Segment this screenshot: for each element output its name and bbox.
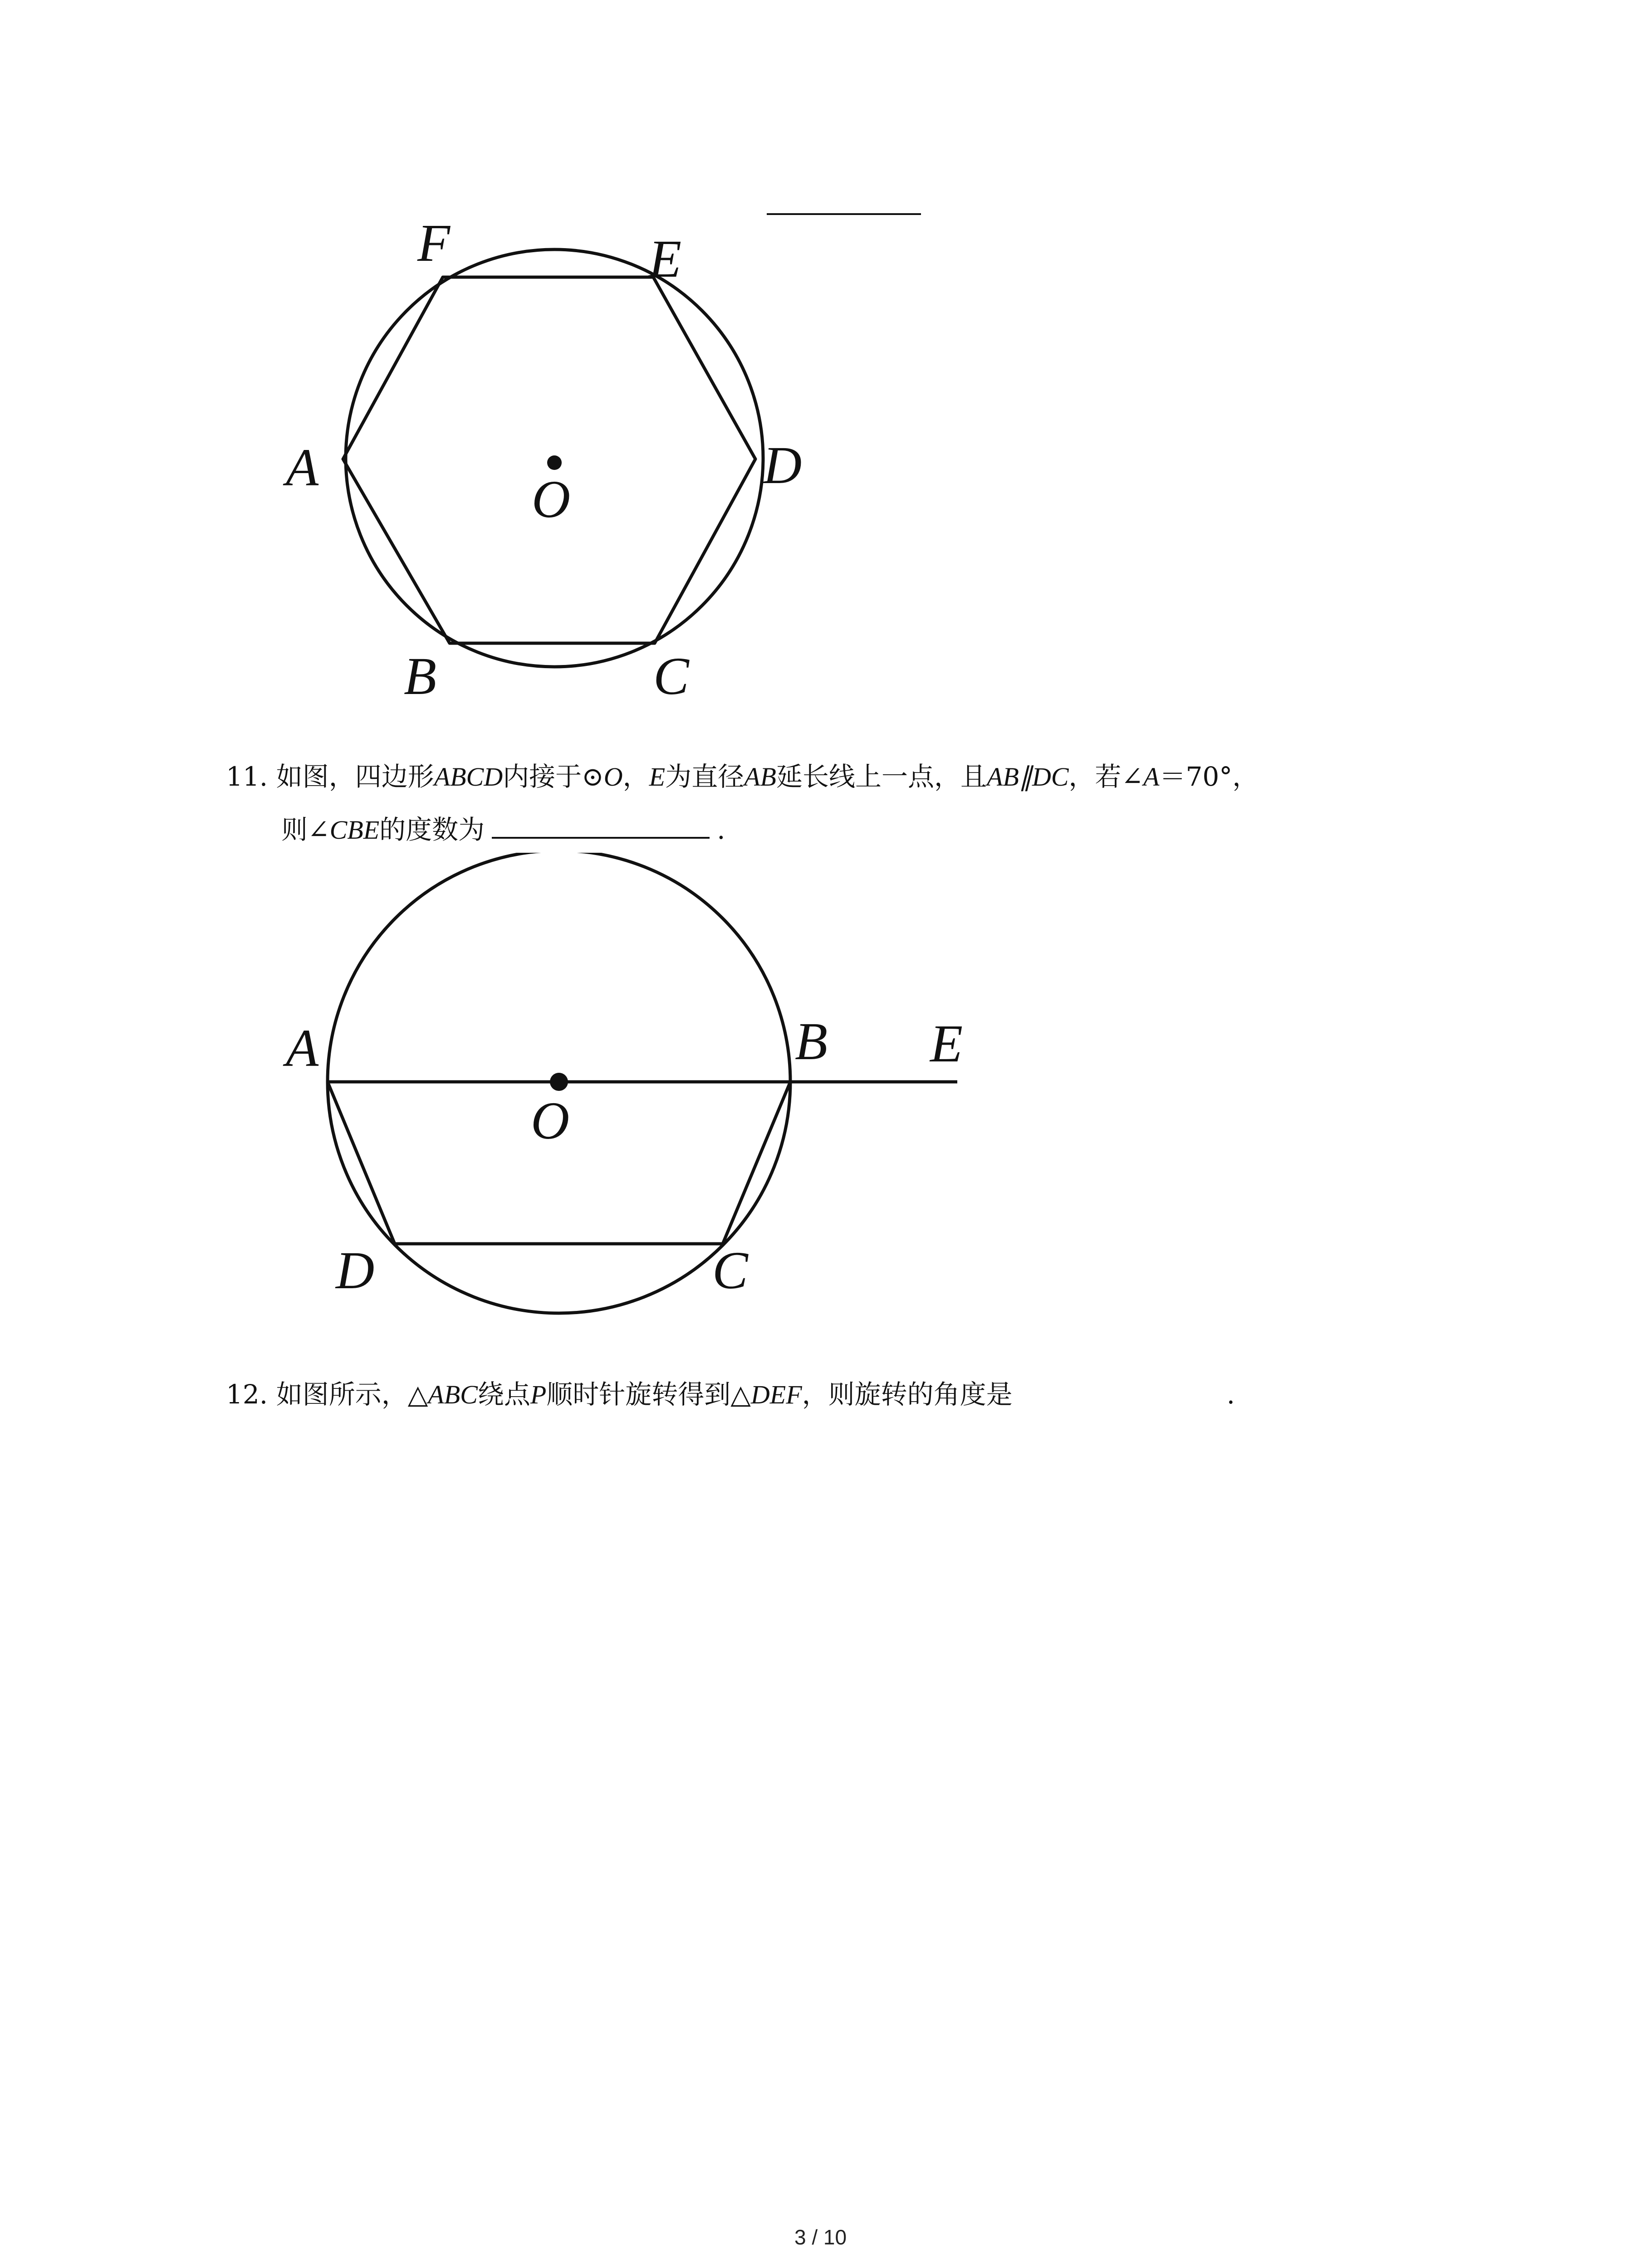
center-point-o: [550, 1073, 568, 1091]
hexagon-figure: [272, 209, 862, 717]
label-c: C: [712, 1241, 748, 1300]
hexagon-diagram: [272, 209, 862, 717]
question-number: 12.: [226, 1379, 268, 1410]
cyclic-quadrilateral-diagram: [272, 853, 998, 1329]
question-number: 11.: [226, 761, 268, 792]
label-d: D: [763, 435, 802, 495]
label-d: D: [336, 1241, 375, 1300]
answer-blank-11[interactable]: [492, 837, 710, 839]
question-11-line-2: 则∠CBE的度数为 .: [281, 814, 725, 845]
label-e: E: [930, 1014, 963, 1073]
label-b: B: [795, 1012, 828, 1071]
label-a: A: [286, 438, 319, 497]
page-number: 3 / 10: [794, 2225, 847, 2249]
answer-blank-12[interactable]: [1020, 1402, 1220, 1403]
question-12-line-1: 12. 如图所示，△ABC绕点P顺时针旋转得到△DEF，则旋转的角度是 .: [226, 1379, 1235, 1410]
label-o: O: [531, 1091, 570, 1150]
cyclic-quadrilateral-figure: [272, 853, 998, 1329]
question-11-line-1: 11. 如图，四边形ABCD内接于⊙O，E为直径AB延长线上一点，且AB∥DC，若∠A＝70°，: [226, 761, 1259, 792]
label-b: B: [404, 646, 437, 706]
label-o: O: [532, 469, 571, 529]
label-a: A: [286, 1018, 319, 1078]
center-point-o: [547, 455, 562, 470]
label-f: F: [417, 213, 451, 273]
label-e: E: [649, 229, 682, 288]
label-c: C: [653, 646, 689, 706]
